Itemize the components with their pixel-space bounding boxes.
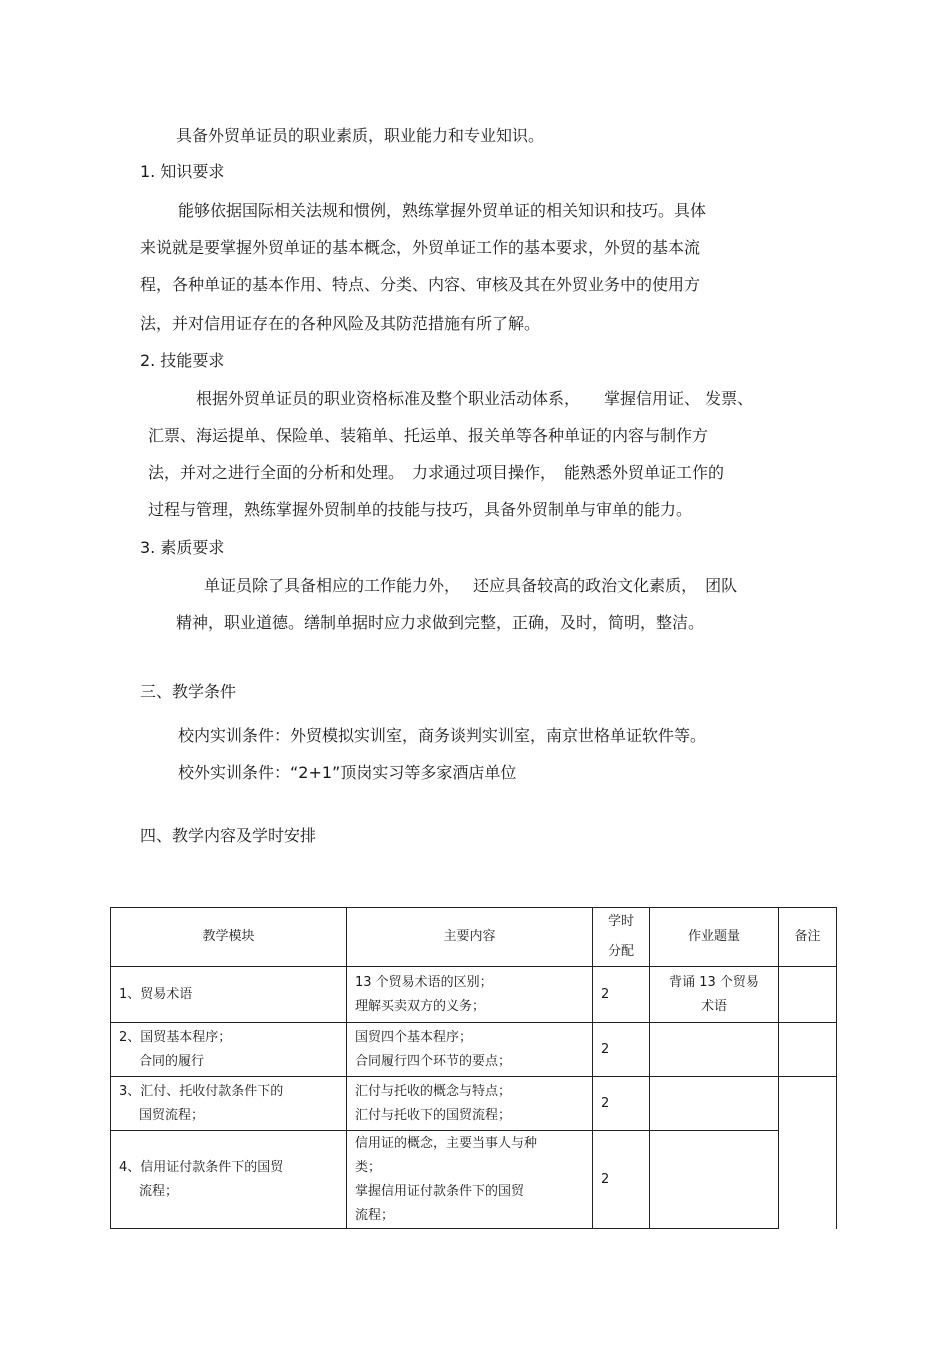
module-line: 4、信用证付款条件下的国贸 [119,1159,284,1175]
section-heading-teaching-content: 四、教学内容及学时安排 [140,826,317,845]
teaching-schedule-table [110,907,837,1229]
row-note [779,1077,837,1229]
row-note [779,967,837,1023]
paragraph-line: 单证员除了具备相应的工作能力外， 还应具备较高的政治文化素质， 团队 [204,576,738,595]
content-line: 理解买卖双方的义务； [355,998,486,1014]
row-content [347,1077,593,1131]
content-line: 信用证的概念，主要当事人与种 [355,1135,538,1151]
header-module: 教学模块 [111,908,347,967]
row-homework [650,1131,779,1229]
row-module [111,1023,347,1077]
row-homework [650,1077,779,1131]
row-module [111,1131,347,1229]
section-heading-teaching-conditions: 三、教学条件 [140,682,237,701]
header-hours-line1: 学时 [607,914,634,929]
content-line: 掌握信用证付款条件下的国贸 [355,1183,525,1199]
homework-line: 术语 [700,998,727,1014]
paragraph-line: 校内实训条件：外贸模拟实训室，商务谈判实训室，南京世格单证软件等。 [178,726,707,745]
paragraph-line: 汇票、海运提单、保险单、装箱单、托运单、报关单等各种单证的内容与制作方 [148,426,709,445]
paragraph-line: 来说就是要掌握外贸单证的基本概念，外贸单证工作的基本要求，外贸的基本流 [140,238,701,257]
row-hours: 2 [593,1131,650,1229]
row-hours: 2 [593,1077,650,1131]
row-module [111,967,347,1023]
homework-line: 背诵 13 个贸易 [669,974,759,990]
paragraph-line: 精神，职业道德。缮制单据时应力求做到完整，正确，及时，简明，整洁。 [176,613,705,632]
module-line: 流程； [139,1183,179,1199]
row-homework [650,967,779,1023]
paragraph-line: 法，并对之进行全面的分析和处理。 力求通过项目操作， 能熟悉外贸单证工作的 [148,463,725,482]
row-hours: 2 [593,967,650,1023]
header-hours [593,908,650,967]
header-content: 主要内容 [347,908,593,967]
module-line: 国贸流程； [139,1107,205,1123]
content-line: 合同履行四个环节的要点； [355,1053,512,1069]
section-heading-skills: 2. 技能要求 [140,351,225,370]
section-heading-knowledge: 1. 知识要求 [140,162,225,181]
paragraph-line: 法，并对信用证存在的各种风险及其防范措施有所了解。 [140,314,541,333]
content-line: 汇付与托收的概念与特点； [355,1083,512,1099]
row-content [347,1131,593,1229]
row-content [347,1023,593,1077]
table-row [111,967,837,1023]
paragraph-line: 过程与管理，熟练掌握外贸制单的技能与技巧，具备外贸制单与审单的能力。 [148,500,693,519]
row-module [111,1077,347,1131]
intro-paragraph: 具备外贸单证员的职业素质，职业能力和专业知识。 [176,126,545,145]
content-line: 汇付与托收下的国贸流程； [355,1107,512,1123]
row-content [347,967,593,1023]
table-header-row [111,908,837,967]
paragraph-line: 根据外贸单证员的职业资格标准及整个职业活动体系， 掌握信用证、 发票、 [196,389,754,408]
table-row [111,1023,837,1077]
content-line: 流程； [355,1207,395,1223]
header-homework: 作业题量 [650,908,779,967]
content-line: 国贸四个基本程序； [355,1029,473,1045]
table-row [111,1131,837,1229]
paragraph-line: 能够依据国际相关法规和惯例，熟练掌握外贸单证的相关知识和技巧。具体 [178,201,707,220]
table-row [111,1077,837,1131]
row-homework [650,1023,779,1077]
module-line: 3、汇付、托收付款条件下的 [119,1083,284,1099]
module-line: 2、国贸基本程序； [119,1029,232,1045]
paragraph-line: 校外实训条件：“2+1”顶岗实习等多家酒店单位 [178,763,517,782]
module-line: 合同的履行 [139,1053,205,1069]
content-line: 类； [355,1159,382,1175]
header-hours-line2: 分配 [607,944,634,959]
content-line: 13 个贸易术语的区别； [355,974,493,990]
row-note [779,1023,837,1077]
header-note: 备注 [779,908,837,967]
row-hours: 2 [593,1023,650,1077]
module-line: 1、贸易术语 [119,986,193,1002]
section-heading-quality: 3. 素质要求 [140,538,225,557]
paragraph-line: 程，各种单证的基本作用、特点、分类、内容、审核及其在外贸业务中的使用方 [140,275,701,294]
